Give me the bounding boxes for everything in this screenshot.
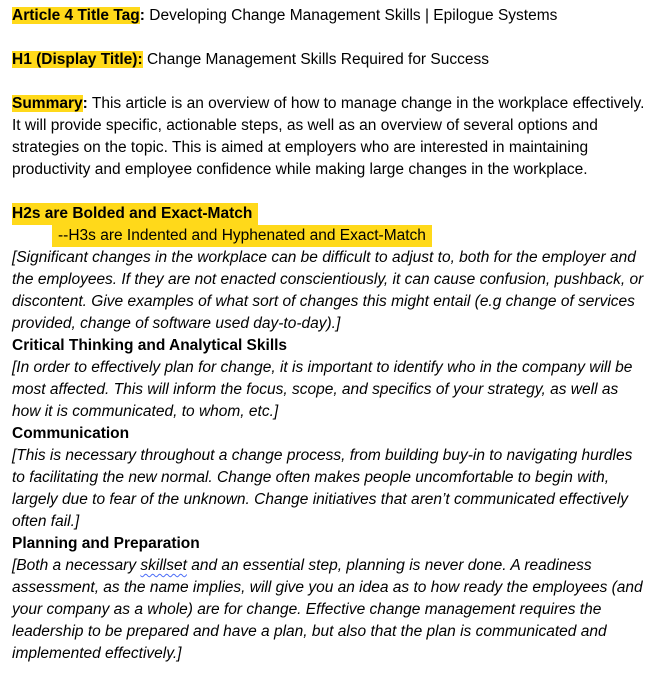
section-heading: Planning and Preparation	[12, 535, 200, 552]
section-note-end: and an essential step, planning is never done. A readiness assessment, as the name implies, will give you an idea as to how ready the employees (and your company as a whole) are for change. Effective change management requires the leadership to be prepared and have a plan, but also that the plan is communicated and implemented effectively.]	[12, 557, 643, 662]
document-body	[12, 5, 648, 665]
summary-paragraph: Summary: This article is an overview of how to manage change in the workplace effectively. It will provide specific, actionable steps, as well as an overview of several options and strategies on the topic. This is aimed at employers who are interested in maintaining productivity and employee confidence while making large changes in the workplace.	[12, 95, 645, 178]
summary-text: This article is an overview of how to manage change in the workplace effectively. It will provide specific, actionable steps, as well as an overview of several options and strategies on the topic. This is aimed at employers who are interested in maintaining productivity and employee confidence while making large changes in the workplace.	[12, 95, 645, 178]
spacer	[12, 27, 648, 49]
title-tag-value: Developing Change Management Skills | Epilogue Systems	[144, 7, 558, 24]
section-note-start: [Both a necessary	[12, 557, 141, 574]
title-tag-label: Article 4 Title Tag	[12, 7, 140, 24]
section-note: [In order to effectively plan for change, it is important to identify who in the company will be most affected. This will inform the focus, scope, and specifics of your strategy, as well as how it is communicated, to whom, etc.]	[12, 359, 633, 420]
spellcheck-flagged-word[interactable]: skillset	[140, 557, 187, 574]
legend-h2-line	[12, 203, 648, 225]
intro-note: [Significant changes in the workplace can be difficult to adjust to, both for the employer and the employees. If they are not enacted conscientiously, it can cause confusion, pushback, or discontent. Give examples of what sort of changes this might entail (e.g change of services provided, change of software used day-to-day).]	[12, 249, 644, 332]
section-heading: Critical Thinking and Analytical Skills	[12, 337, 288, 354]
section-note: [This is necessary throughout a change process, from building buy-in to navigating hurdles to facilitating the new normal. Change often makes people uncomfortable to begin with, largely due to fear of the unknown. Change initiatives that aren’t communicated effectively often fail.]	[12, 447, 633, 530]
legend-h3-line	[12, 225, 648, 247]
h1-value: Change Management Skills Required for Success	[142, 51, 489, 68]
section-heading: Communication	[12, 425, 130, 442]
title-tag-line: Article 4 Title Tag: Developing Change Management Skills | Epilogue Systems	[12, 7, 558, 24]
legend-h3: --H3s are Indented and Hyphenated and Exact-Match	[52, 225, 432, 247]
h1-label: H1 (Display Title):	[12, 51, 143, 68]
legend-h2: H2s are Bolded and Exact-Match	[12, 203, 258, 225]
summary-label: Summary	[12, 95, 83, 112]
spacer	[12, 181, 648, 203]
section-note	[12, 555, 648, 665]
spacer	[12, 71, 648, 93]
h1-line	[12, 49, 648, 71]
